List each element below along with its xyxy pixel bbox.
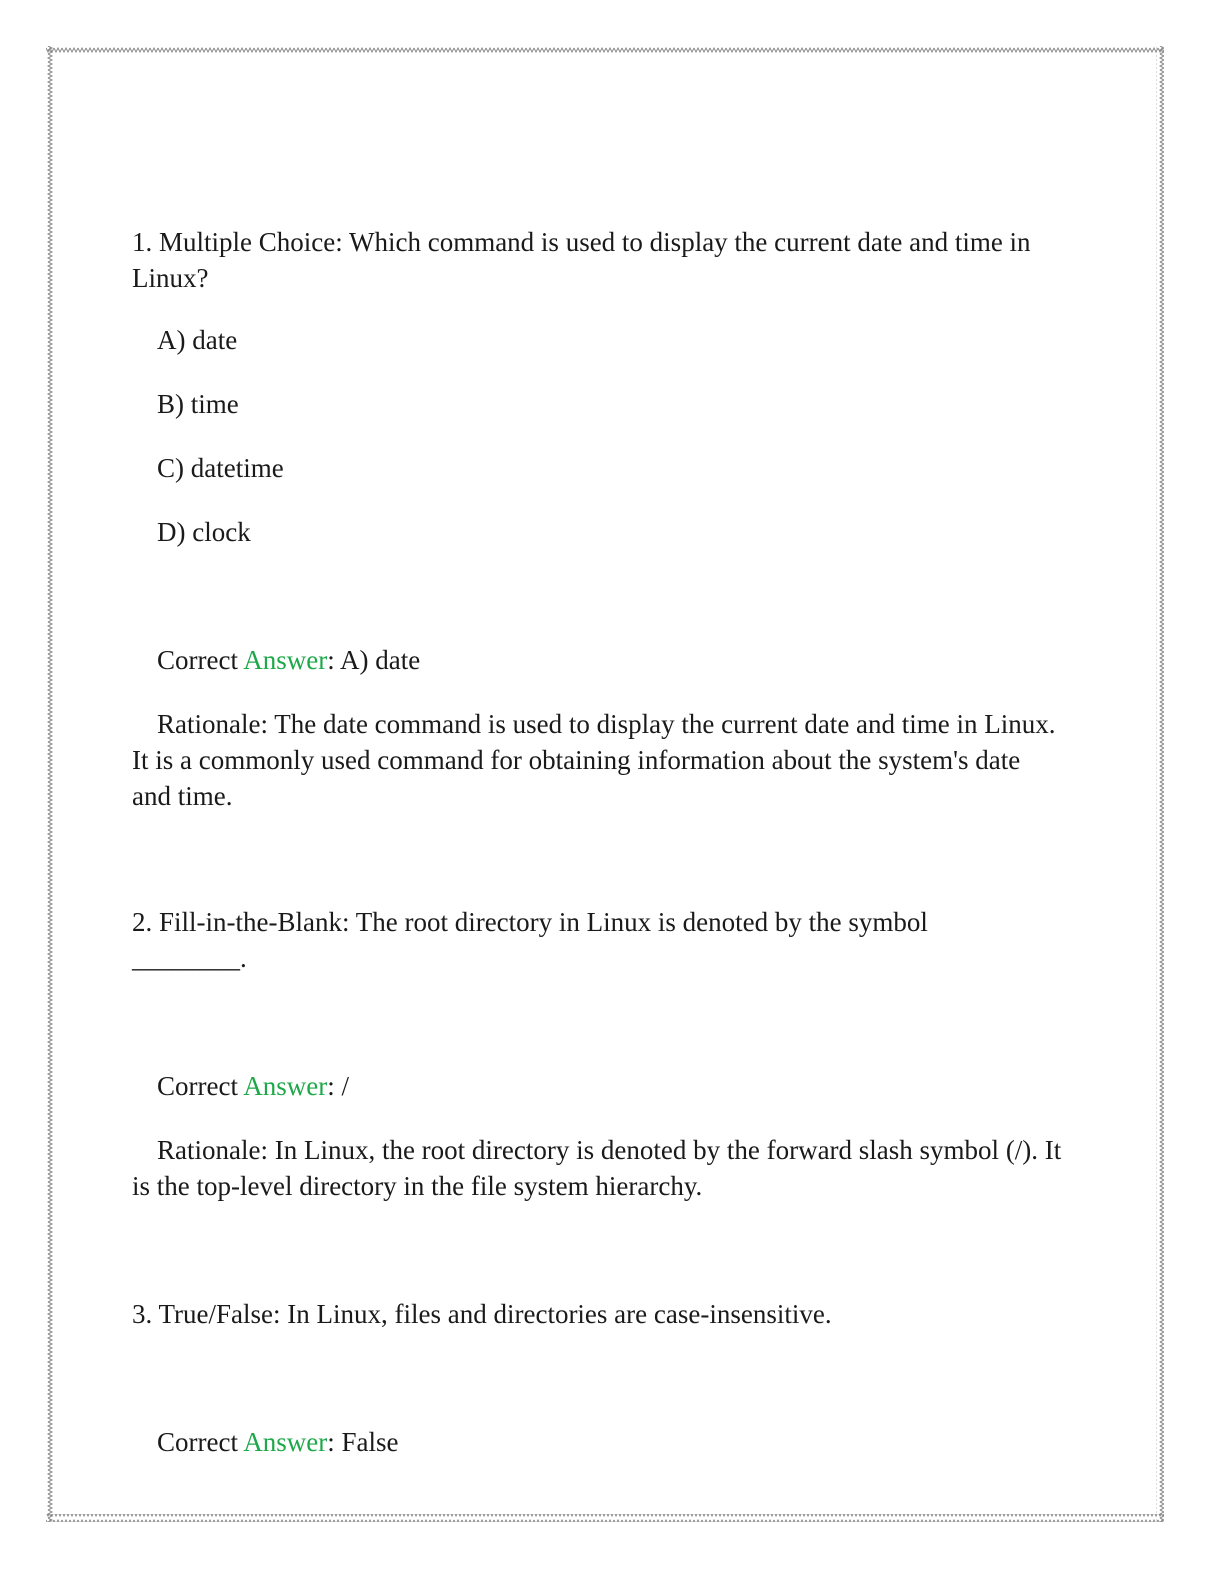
answer-prefix: Correct <box>157 645 244 675</box>
question-1-text: 1. Multiple Choice: Which command is used to display the current date and time in Linux? <box>132 227 1031 293</box>
answer-keyword: Answer <box>243 645 328 675</box>
answer-value: : False <box>327 1427 399 1457</box>
answer-prefix: Correct <box>157 1071 244 1101</box>
question-1-option-a: A) date <box>157 325 238 355</box>
question-3-text: 3. True/False: In Linux, files and directories are case-insensitive. <box>132 1299 832 1329</box>
question-1-rationale: Rationale: The date command is used to display the current date and time in Linux. It is a commonly used command for obtaining information about the system's date and time. <box>132 709 1056 811</box>
answer-keyword: Answer <box>243 1427 328 1457</box>
question-2-text <box>132 904 1062 976</box>
answer-keyword: Answer <box>243 1071 328 1101</box>
question-2-rationale: Rationale: In Linux, the root directory is denoted by the forward slash symbol (/). It is the top-level directory in the file system hierarchy. <box>132 1135 1062 1201</box>
question-1-option-b: B) time <box>157 389 239 419</box>
answer-prefix: Correct <box>157 1427 244 1457</box>
question-2-text-line1: 2. Fill-in-the-Blank: The root directory in Linux is denoted by the symbol <box>132 907 928 937</box>
answer-value: : / <box>327 1071 349 1101</box>
question-1-option-c: C) datetime <box>157 453 284 483</box>
question-3-correct-answer <box>132 1424 1062 1460</box>
answer-value: : A) date <box>327 645 421 675</box>
question-2-blank: ________. <box>132 943 247 973</box>
question-1-correct-answer <box>132 642 1062 678</box>
question-1-option-d: D) clock <box>157 517 251 547</box>
document-body <box>132 224 1062 1460</box>
question-2-correct-answer <box>132 1068 1062 1104</box>
